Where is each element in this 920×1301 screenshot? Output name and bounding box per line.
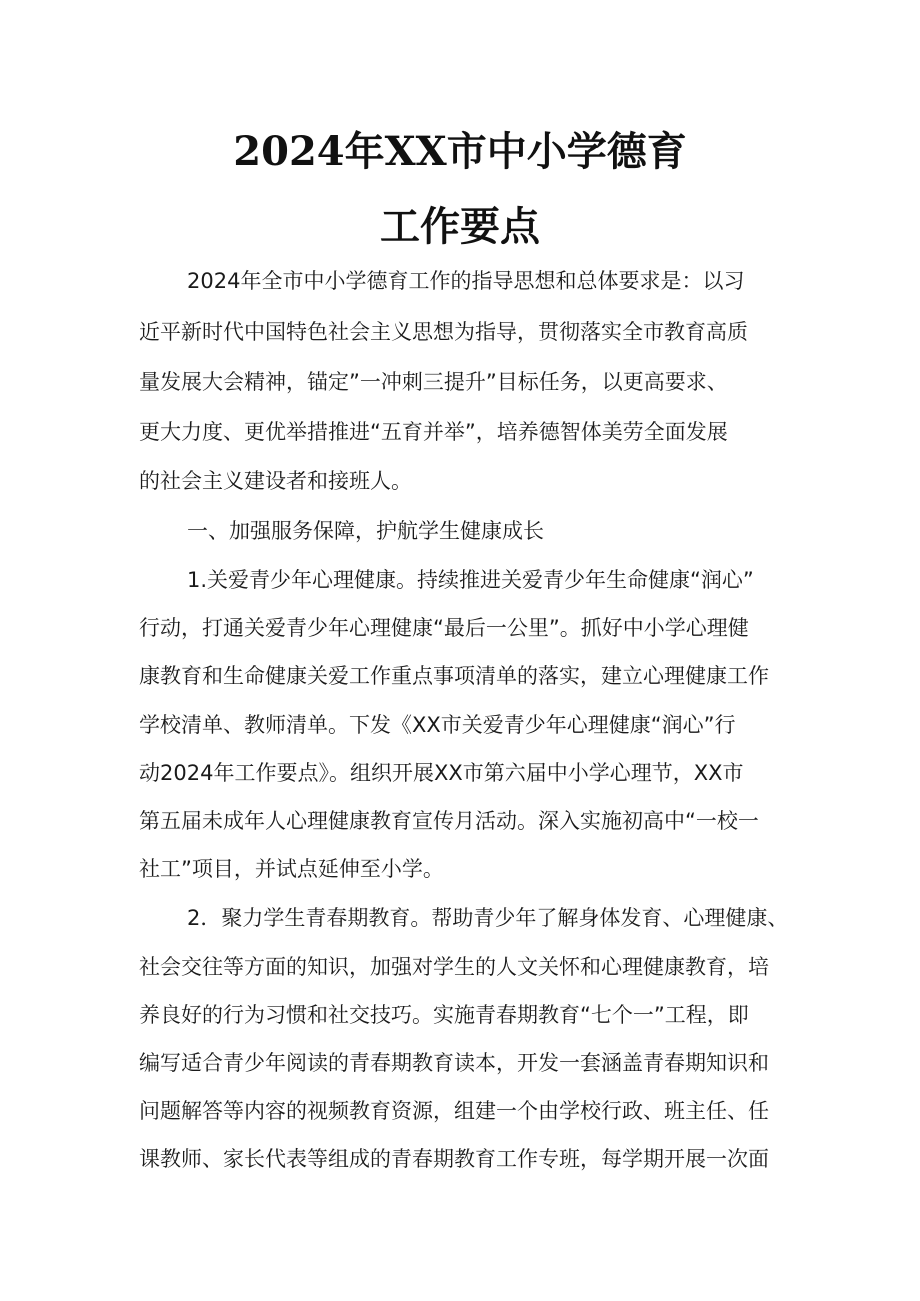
body-line: 的社会主义建设者和接班人。 [139,469,412,493]
body-line: 编写适合青少年阅读的青春期教育读本，开发一套涵盖青春期知识和 [139,1051,769,1075]
body-line: 动2024年工作要点》。组织开展XX市第六届中小学心理节，XX市 [139,761,744,785]
body-line: 2024年全市中小学德育工作的指导思想和总体要求是：以习 [187,269,745,293]
body-line: 康教育和生命健康关爱工作重点事项清单的落实，建立心理健康工作 [139,664,769,688]
body-line: 1.关爱青少年心理健康。持续推进关爱青少年生命健康“润心” [187,568,754,592]
body-line: 养良好的行为习惯和社交技巧。实施青春期教育“七个一”工程，即 [139,1003,749,1027]
body-line: 课教师、家长代表等组成的青春期教育工作专班，每学期开展一次面 [139,1147,769,1171]
body-line: 社工”项目，并试点延伸至小学。 [139,857,444,881]
body-line: 近平新时代中国特色社会主义思想为指导，贯彻落实全市教育高质 [139,320,748,344]
body-line: 学校清单、教师清单。下发《XX市关爱青少年心理健康“润心”行 [139,713,736,737]
document-title-line-2: 工作要点 [380,203,540,250]
body-line: 第五届未成年人心理健康教育宣传月活动。深入实施初高中“一校一 [139,809,759,833]
body-line: 量发展大会精神，锚定”一冲刺三提升”目标任务，以更高要求、 [139,370,728,394]
body-line: 更大力度、更优举措推进“五育并举”，培养德智体美劳全面发展 [139,420,728,444]
body-line: 社会交往等方面的知识，加强对学生的人文关怀和心理健康教育，培 [139,955,769,979]
body-line: 2．聚力学生青春期教育。帮助青少年了解身体发育、心理健康、 [187,906,789,930]
body-line: 行动，打通关爱青少年心理健康“最后一公里”。抓好中小学心理健 [139,616,749,640]
section-heading: 一、加强服务保障，护航学生健康成长 [187,519,544,543]
document-title-line-1: 2024年XX市中小学德育 [233,128,687,175]
body-line: 问题解答等内容的视频教育资源，组建一个由学校行政、班主任、任 [139,1099,769,1123]
